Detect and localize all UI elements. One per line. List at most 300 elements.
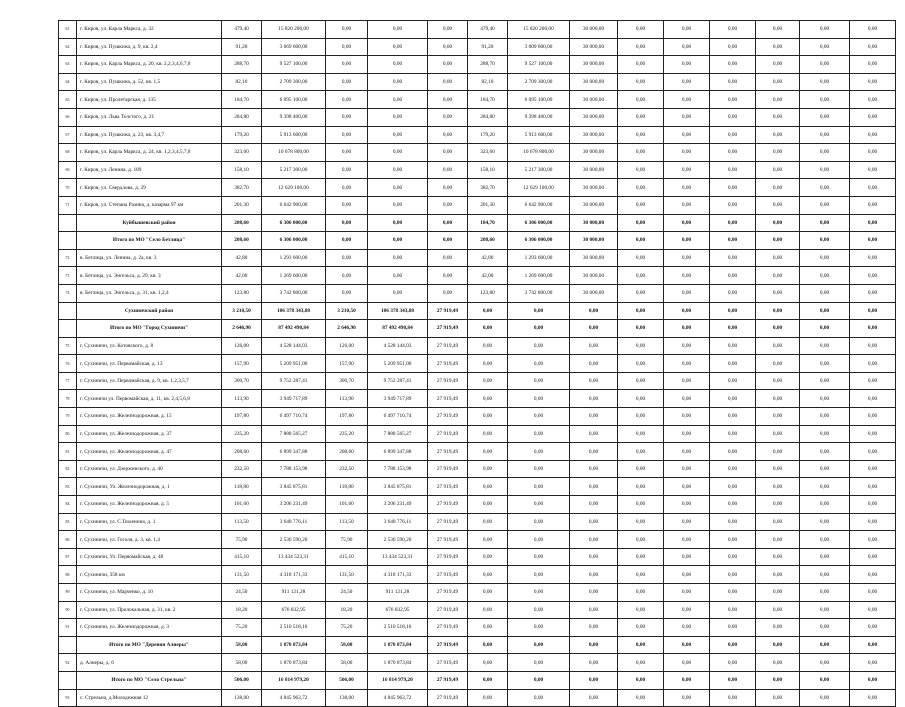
value-cell: 0,00	[368, 38, 428, 56]
value-cell: 0,00	[664, 196, 710, 214]
value-cell: 0,00	[756, 671, 800, 689]
table-row	[59, 126, 896, 144]
value-cell: 0,00	[618, 425, 664, 443]
value-cell: 0,00	[710, 214, 756, 232]
value-cell: 6 306 000,00	[508, 214, 570, 232]
value-cell: 0,00	[756, 196, 800, 214]
value-cell: 0,00	[508, 671, 570, 689]
value-cell: 5 913 600,00	[508, 126, 570, 144]
value-cell: 5 209 951,00	[262, 355, 326, 373]
value-cell: 208,60	[222, 443, 262, 461]
value-cell: 0,00	[664, 179, 710, 197]
value-cell: 0,00	[508, 302, 570, 320]
value-cell: 106 378 343,88	[368, 302, 428, 320]
value-cell: 0,00	[710, 232, 756, 250]
value-cell: 0,00	[756, 302, 800, 320]
value-cell: 0,00	[800, 513, 850, 531]
value-cell: 0,00	[710, 443, 756, 461]
value-cell: 0,00	[618, 513, 664, 531]
value-cell: 27 919,49	[428, 443, 468, 461]
value-cell: 2 646,90	[222, 320, 262, 338]
row-number-cell: 75	[59, 337, 77, 355]
value-cell: 0,00	[664, 249, 710, 267]
value-cell: 288,70	[222, 56, 262, 74]
value-cell: 0,00	[468, 355, 508, 373]
value-cell: 1 269 600,00	[262, 267, 326, 285]
address-cell: г. Сухиничи, ул. Железнодорожная, д. 5	[77, 496, 222, 514]
value-cell: 208,60	[222, 214, 262, 232]
value-cell: 0,00	[468, 513, 508, 531]
value-cell: 0,00	[756, 337, 800, 355]
value-cell: 6 497 710,74	[262, 408, 326, 426]
value-cell: 0,00	[850, 38, 896, 56]
value-cell: 0,00	[710, 619, 756, 637]
value-cell: 0,00	[326, 232, 368, 250]
subtotal-row	[59, 302, 896, 320]
value-cell: 0,00	[618, 390, 664, 408]
row-number-cell: 79	[59, 408, 77, 426]
value-cell: 1 293 600,00	[262, 249, 326, 267]
value-cell: 3 949 717,89	[262, 390, 326, 408]
row-number-cell: 86	[59, 531, 77, 549]
value-cell: 0,00	[850, 21, 896, 39]
value-cell: 506,00	[326, 671, 368, 689]
value-cell: 3 845 875,81	[262, 478, 326, 496]
value-cell: 158,10	[222, 161, 262, 179]
value-cell: 0,00	[756, 267, 800, 285]
value-cell: 0,00	[710, 671, 756, 689]
address-cell: г. Киров, ул. Карла Маркса, д. 20, кв. 2,2,3,4,6,7,8	[77, 56, 222, 74]
value-cell: 27 919,49	[428, 337, 468, 355]
value-cell: 0,00	[468, 372, 508, 390]
value-cell: 0,00	[710, 496, 756, 514]
address-cell: г. Сухиничи, 358 км	[77, 566, 222, 584]
value-cell: 131,50	[326, 566, 368, 584]
table-row	[59, 249, 896, 267]
value-cell: 0,00	[756, 91, 800, 109]
value-cell: 300,70	[326, 372, 368, 390]
value-cell: 0,00	[800, 390, 850, 408]
value-cell: 9 398 400,00	[508, 108, 570, 126]
value-cell: 30 000,00	[570, 249, 618, 267]
address-cell: г. Сухиничи, ул. С.Тюленина, д. 1	[77, 513, 222, 531]
value-cell: 42,80	[468, 249, 508, 267]
row-number-cell: 74	[59, 284, 77, 302]
value-cell: 0,00	[756, 390, 800, 408]
value-cell: 0,00	[800, 601, 850, 619]
row-number-cell: 65	[59, 91, 77, 109]
row-number-cell: 88	[59, 566, 77, 584]
value-cell: 0,00	[664, 21, 710, 39]
value-cell: 3 648 776,11	[368, 513, 428, 531]
value-cell: 0,00	[710, 566, 756, 584]
value-cell: 0,00	[664, 38, 710, 56]
value-cell: 0,00	[368, 161, 428, 179]
value-cell: 27 919,49	[428, 496, 468, 514]
value-cell: 184,70	[468, 91, 508, 109]
table-row	[59, 584, 896, 602]
value-cell: 30 000,00	[570, 144, 618, 162]
row-number-cell: 83	[59, 478, 77, 496]
value-cell: 676 832,95	[262, 601, 326, 619]
value-cell: 0,00	[800, 636, 850, 654]
value-cell: 0,00	[756, 566, 800, 584]
value-cell: 0,00	[368, 73, 428, 91]
value-cell: 0,00	[428, 73, 468, 91]
value-cell: 0,00	[428, 232, 468, 250]
value-cell: 0,00	[428, 179, 468, 197]
value-cell: 30 000,00	[570, 56, 618, 74]
value-cell: 0,00	[800, 196, 850, 214]
value-cell: 0,00	[800, 21, 850, 39]
value-cell: 0,00	[664, 408, 710, 426]
value-cell: 27 919,49	[428, 320, 468, 338]
address-cell: г. Киров, ул. Пушкина, д. 23, кв. 3,4,7	[77, 126, 222, 144]
value-cell: 0,00	[618, 320, 664, 338]
value-cell: 118,80	[222, 478, 262, 496]
value-cell: 184,70	[222, 91, 262, 109]
value-cell: 113,50	[326, 513, 368, 531]
value-cell: 0,00	[850, 179, 896, 197]
table-row	[59, 73, 896, 91]
value-cell: 6 497 710,74	[368, 408, 428, 426]
value-cell: 0,00	[570, 496, 618, 514]
value-cell: 18,20	[326, 601, 368, 619]
value-cell: 0,00	[468, 654, 508, 672]
value-cell: 0,00	[850, 654, 896, 672]
value-cell: 12 629 100,00	[508, 179, 570, 197]
value-cell: 0,00	[468, 601, 508, 619]
value-cell: 0,00	[618, 566, 664, 584]
value-cell: 0,00	[570, 531, 618, 549]
address-cell: г. Сухиничи, Ул. Первомайская, д. 48	[77, 548, 222, 566]
value-cell: 30 000,00	[570, 161, 618, 179]
value-cell: 197,80	[222, 408, 262, 426]
value-cell: 2 510 518,16	[368, 619, 428, 637]
subtotal-row	[59, 320, 896, 338]
value-cell: 106 378 343,88	[262, 302, 326, 320]
value-cell: 0,00	[710, 513, 756, 531]
value-cell: 0,00	[756, 38, 800, 56]
value-cell: 0,00	[428, 91, 468, 109]
subtotal-row	[59, 671, 896, 689]
value-cell: 0,00	[710, 302, 756, 320]
value-cell: 0,00	[664, 689, 710, 707]
value-cell: 58,00	[222, 654, 262, 672]
value-cell: 0,00	[710, 601, 756, 619]
value-cell: 157,90	[222, 355, 262, 373]
value-cell: 30 000,00	[570, 91, 618, 109]
row-number-cell: 72	[59, 249, 77, 267]
value-cell: 4 528 144,03	[368, 337, 428, 355]
address-cell: в. Бетлица, ул. Энгельса, д. 31, кв. 1,2,4	[77, 284, 222, 302]
value-cell: 0,00	[428, 38, 468, 56]
value-cell: 0,00	[570, 372, 618, 390]
value-cell: 126,00	[222, 337, 262, 355]
value-cell: 0,00	[850, 73, 896, 91]
value-cell: 0,00	[618, 91, 664, 109]
value-cell: 0,00	[368, 126, 428, 144]
value-cell: 9 527 100,00	[262, 56, 326, 74]
table-row	[59, 689, 896, 707]
value-cell: 13 434 523,31	[262, 548, 326, 566]
table-row	[59, 355, 896, 373]
row-number-cell: 93	[59, 689, 77, 707]
value-cell: 0,00	[850, 584, 896, 602]
value-cell: 0,00	[368, 196, 428, 214]
table-row	[59, 619, 896, 637]
value-cell: 0,00	[326, 284, 368, 302]
value-cell: 382,70	[222, 179, 262, 197]
value-cell: 6 899 347,88	[368, 443, 428, 461]
value-cell: 0,00	[508, 496, 570, 514]
value-cell: 0,00	[756, 249, 800, 267]
value-cell: 0,00	[800, 408, 850, 426]
value-cell: 0,00	[570, 671, 618, 689]
row-number-cell: 61	[59, 21, 77, 39]
value-cell: 0,00	[468, 302, 508, 320]
value-cell: 0,00	[618, 671, 664, 689]
value-cell: 0,00	[850, 355, 896, 373]
value-cell: 123,80	[468, 284, 508, 302]
value-cell: 0,00	[368, 249, 428, 267]
value-cell: 0,00	[618, 355, 664, 373]
value-cell: 42,00	[222, 267, 262, 285]
value-cell: 0,00	[710, 408, 756, 426]
value-cell: 0,00	[850, 548, 896, 566]
value-cell: 0,00	[570, 443, 618, 461]
value-cell: 0,00	[664, 337, 710, 355]
value-cell: 0,00	[800, 56, 850, 74]
value-cell: 0,00	[664, 619, 710, 637]
value-cell: 0,00	[710, 460, 756, 478]
address-cell: с. Стрельна, д.Молодежная 12	[77, 689, 222, 707]
value-cell: 27 919,49	[428, 654, 468, 672]
value-cell: 13 434 523,31	[368, 548, 428, 566]
value-cell: 0,00	[756, 496, 800, 514]
value-cell: 382,70	[468, 179, 508, 197]
value-cell: 0,00	[618, 601, 664, 619]
row-number-cell: 81	[59, 443, 77, 461]
value-cell: 0,00	[800, 584, 850, 602]
value-cell: 0,00	[756, 126, 800, 144]
value-cell: 0,00	[326, 179, 368, 197]
value-cell: 82,10	[222, 73, 262, 91]
value-cell: 0,00	[368, 108, 428, 126]
value-cell: 0,00	[850, 320, 896, 338]
value-cell: 0,00	[850, 619, 896, 637]
table-row	[59, 478, 896, 496]
value-cell: 6 642 900,00	[262, 196, 326, 214]
value-cell: 75,90	[222, 531, 262, 549]
value-cell: 0,00	[710, 478, 756, 496]
value-cell: 0,00	[850, 196, 896, 214]
value-cell: 2 536 590,20	[262, 531, 326, 549]
value-cell: 0,00	[664, 126, 710, 144]
value-cell: 0,00	[368, 91, 428, 109]
value-cell: 4 318 171,33	[368, 566, 428, 584]
address-cell: г. Сухиничи, ул. Марченко, д. 10	[77, 584, 222, 602]
value-cell: 0,00	[664, 636, 710, 654]
address-cell: г. Сухиничи, ул. Железнодорожная, д. 15	[77, 408, 222, 426]
value-cell: 284,80	[222, 108, 262, 126]
value-cell: 0,00	[664, 56, 710, 74]
row-number-cell: 69	[59, 161, 77, 179]
value-cell: 0,00	[428, 126, 468, 144]
value-cell: 0,00	[710, 73, 756, 91]
value-cell: 0,00	[508, 584, 570, 602]
value-cell: 0,00	[710, 584, 756, 602]
value-cell: 0,00	[618, 108, 664, 126]
value-cell: 0,00	[756, 478, 800, 496]
row-number-cell: 87	[59, 548, 77, 566]
value-cell: 0,00	[850, 372, 896, 390]
value-cell: 0,00	[710, 108, 756, 126]
value-cell: 0,00	[664, 671, 710, 689]
value-cell: 0,00	[664, 390, 710, 408]
address-cell: Итого по МО "Село Стрельна"	[77, 671, 222, 689]
value-cell: 30 000,00	[570, 179, 618, 197]
value-cell: 0,00	[710, 196, 756, 214]
value-cell: 87 492 490,84	[262, 320, 326, 338]
value-cell: 91,20	[468, 38, 508, 56]
value-cell: 284,80	[468, 108, 508, 126]
value-cell: 3 206 231,49	[368, 496, 428, 514]
value-cell: 0,00	[850, 478, 896, 496]
value-cell: 0,00	[570, 689, 618, 707]
table-row	[59, 531, 896, 549]
value-cell: 0,00	[756, 214, 800, 232]
value-cell: 0,00	[710, 337, 756, 355]
value-cell: 0,00	[664, 513, 710, 531]
value-cell: 0,00	[468, 337, 508, 355]
row-number-cell: 92	[59, 654, 77, 672]
value-cell: 0,00	[800, 302, 850, 320]
table-row	[59, 390, 896, 408]
table-row	[59, 267, 896, 285]
row-number-cell: 76	[59, 355, 77, 373]
value-cell: 911 121,28	[262, 584, 326, 602]
value-cell: 0,00	[326, 38, 368, 56]
table-body	[59, 21, 896, 707]
value-cell: 0,00	[850, 232, 896, 250]
value-cell: 0,00	[368, 232, 428, 250]
value-cell: 6 095 100,00	[508, 91, 570, 109]
value-cell: 118,80	[326, 478, 368, 496]
value-cell: 0,00	[664, 232, 710, 250]
value-cell: 27 919,49	[428, 425, 468, 443]
value-cell: 0,00	[756, 320, 800, 338]
value-cell: 0,00	[468, 460, 508, 478]
value-cell: 3 206 231,49	[262, 496, 326, 514]
value-cell: 0,00	[664, 355, 710, 373]
address-cell: г. Сухиничи, ул. Пролокальная, д. 31, кв. 2	[77, 601, 222, 619]
value-cell: 0,00	[618, 531, 664, 549]
row-number-cell: 90	[59, 601, 77, 619]
value-cell: 24,50	[222, 584, 262, 602]
address-cell: Сухиничский район	[77, 302, 222, 320]
value-cell: 0,00	[664, 73, 710, 91]
value-cell: 0,00	[468, 619, 508, 637]
value-cell: 30 000,00	[570, 126, 618, 144]
value-cell: 0,00	[850, 108, 896, 126]
value-cell: 0,00	[664, 284, 710, 302]
table-row	[59, 337, 896, 355]
value-cell: 0,00	[756, 408, 800, 426]
value-cell: 0,00	[428, 21, 468, 39]
value-cell: 0,00	[368, 284, 428, 302]
value-cell: 0,00	[756, 144, 800, 162]
value-cell: 0,00	[326, 21, 368, 39]
value-cell: 0,00	[664, 320, 710, 338]
value-cell: 0,00	[800, 654, 850, 672]
value-cell: 0,00	[570, 337, 618, 355]
value-cell: 2 709 300,00	[508, 73, 570, 91]
value-cell: 0,00	[664, 443, 710, 461]
value-cell: 0,00	[326, 56, 368, 74]
value-cell: 0,00	[508, 337, 570, 355]
value-cell: 0,00	[570, 636, 618, 654]
value-cell: 0,00	[618, 584, 664, 602]
value-cell: 113,90	[222, 390, 262, 408]
table-row	[59, 425, 896, 443]
value-cell: 101,60	[326, 496, 368, 514]
value-cell: 0,00	[428, 108, 468, 126]
value-cell: 0,00	[618, 161, 664, 179]
value-cell: 0,00	[850, 267, 896, 285]
value-cell: 0,00	[800, 460, 850, 478]
value-cell: 479,40	[468, 21, 508, 39]
value-cell: 3 742 800,00	[508, 284, 570, 302]
value-cell: 0,00	[326, 73, 368, 91]
row-number-cell: 63	[59, 56, 77, 74]
value-cell: 0,00	[756, 443, 800, 461]
value-cell: 0,00	[618, 689, 664, 707]
value-cell: 0,00	[800, 144, 850, 162]
address-cell: г. Сухиничи, ул. Гоголя, д. 3, кв. 1,4	[77, 531, 222, 549]
address-cell: г. Сухиничи, ул. Железнодорожная, д. 3	[77, 619, 222, 637]
value-cell: 0,00	[664, 91, 710, 109]
value-cell: 7 888 565,27	[262, 425, 326, 443]
row-number-cell	[59, 214, 77, 232]
value-cell: 0,00	[570, 513, 618, 531]
value-cell: 30 000,00	[570, 21, 618, 39]
value-cell: 7 888 565,27	[368, 425, 428, 443]
table-row	[59, 601, 896, 619]
value-cell: 0,00	[618, 654, 664, 672]
value-cell: 0,00	[800, 372, 850, 390]
value-cell: 0,00	[800, 126, 850, 144]
value-cell: 201,30	[222, 196, 262, 214]
value-cell: 0,00	[618, 548, 664, 566]
value-cell: 0,00	[618, 73, 664, 91]
value-cell: 0,00	[710, 91, 756, 109]
table-row	[59, 566, 896, 584]
value-cell: 27 919,49	[428, 548, 468, 566]
value-cell: 5 217 300,00	[262, 161, 326, 179]
value-cell: 0,00	[570, 584, 618, 602]
value-cell: 1 870 873,84	[262, 636, 326, 654]
value-cell: 0,00	[428, 284, 468, 302]
value-cell: 0,00	[618, 232, 664, 250]
value-cell: 0,00	[468, 496, 508, 514]
value-cell: 0,00	[508, 513, 570, 531]
value-cell: 0,00	[508, 408, 570, 426]
value-cell: 3 949 717,89	[368, 390, 428, 408]
value-cell: 0,00	[326, 196, 368, 214]
value-cell: 158,10	[468, 161, 508, 179]
row-number-cell	[59, 671, 77, 689]
